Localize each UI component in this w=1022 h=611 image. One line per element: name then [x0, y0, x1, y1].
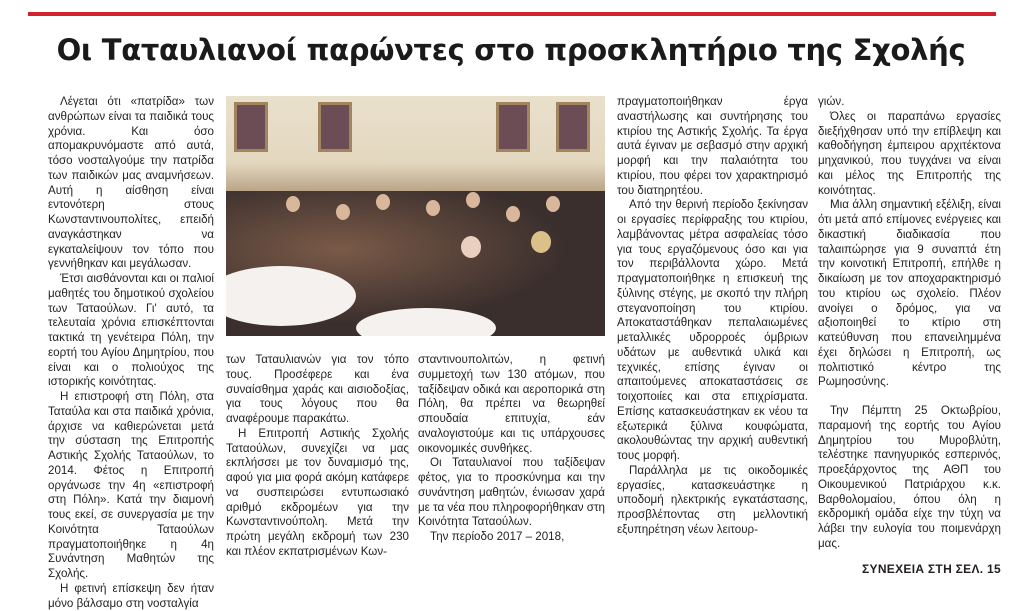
person: [546, 196, 560, 212]
article-title: Οι Ταταυλιανοί παρώντες στο προσκλητήριο της Σχολής: [56, 33, 966, 67]
window: [556, 102, 590, 152]
paragraph: γιών.: [818, 95, 845, 108]
paragraph: Όλες οι παραπάνω εργασίες διεξήχθησαν υπό την επίβλεψη και καθοδήγηση έμπειρου αρχιτέκτονα μηχανικού, που τυγχάνει να είναι και μέλος της Επιτροπής της κοινότητας.: [818, 109, 1001, 197]
window: [318, 102, 352, 152]
paragraph: Μια άλλη σημαντική εξέλιξη, είναι ότι μετά από επίμονες ενέργειες και δικαστική διαδικασία που ταλαιπώρησε για 9 συναπτά έτη την κοινοτική Επιτροπή, επήλθε η δικαίωση με τον αποχαρακτηρισμό του κτιρίου ως σχολείο. Πλέον ανοίγει ο δρόμος, για να αξιοποιηθεί το κτίριο στη κατεύθυνση που επανειλημμένα έχει δηλώσει η Επιτροπή, ως πολιτιστικό κέντρο της Ρωμηοσύνης.: [818, 198, 1001, 389]
person: [426, 200, 440, 216]
paragraph: σταντινουπολιτών, η φετινή συμμετοχή των 130 ατόμων, που ταξίδεψαν οδικά και αεροπορικά στη Πόλη, θα πρέπει να θεωρηθεί σπουδαία επιτυχία, εάν αναλογιστούμε και τις υπάρχουσες οικονομικές συνθήκες.: [418, 353, 605, 455]
paragraph: πραγματοποιήθηκαν έργα αναστήλωσης και συντήρησης του κτιρίου της Αστικής Σχολής. Τα έργα αυτά έγιναν με σεβασμό στην αρχική μορφή και την παλαιότητα του κτιρίου, που φέρει τον χαρακτηρισμό του διατηρητέου.: [617, 95, 808, 197]
paragraph: Η Επιτροπή Αστικής Σχολής Ταταούλων, συνεχίζει να μας εκπλήσσει με τον δυναμισμό της, αφού για μια φορά ακόμη κατάφερε να συσπειρώσει εντυπωσιακό αριθμό εκδρομέων για την Κωνσταντινούπολη. Μετά την πρώτη μεγάλη εκδρομή των 230 και πλέον εκπατρισμένων Κων-: [226, 426, 409, 558]
continued-on-page-link[interactable]: ΣΥΝΕΧΕΙΑ ΣΤΗ ΣΕΛ. 15: [862, 561, 1001, 576]
person: [461, 236, 481, 258]
person: [286, 196, 300, 212]
column-4: [617, 95, 808, 538]
paragraph: των Ταταυλιανών για τον τόπο τους. Προσέφερε και ένα συναίσθημα χαράς και αισιοδοξίας, για τους λόγους που θα αναφέρουμε παρακάτω.: [226, 353, 409, 425]
paragraph: Λέγεται ότι «πατρίδα» των ανθρώπων είναι τα παιδικά τους χρόνια. Και όσο απομακρυνόμαστε από αυτά, τόσο νοσταλγούμε την πατρίδα των παιδικών μας αναμνήσεων. Αυτή η αίσθηση είναι εντονότερη στους Κωνσταντινουπολίτες, επειδή αναγκάστηκαν να εγκαταλείψουν τον τόπο που γεννήθηκαν και μεγάλωσαν.: [48, 95, 214, 271]
paragraph: Η επιστροφή στη Πόλη, στα Ταταύλα και στα παιδικά χρόνια, άρχισε να καθιερώνεται μετά την σύσταση της Επιτροπής Αστικής Σχολής Ταταούλων, το 2014. Φέτος η Επιτροπή οργάνωσε την 4η «επιστροφή στη Πόλη». Κατά την διαμονή τους εκεί, σε συνεργασία με την Κοινότητα Ταταούλων πραγματοποιήθηκε η 4η Συνάντηση Μαθητών της Σχολής.: [48, 390, 214, 580]
column-2: [226, 353, 409, 560]
column-3: [418, 353, 605, 545]
person: [506, 206, 520, 222]
person: [336, 204, 350, 220]
paragraph: Έτσι αισθάνονται και οι παλιοί μαθητές του δημοτικού σχολείου των Ταταούλων. Γι' αυτό, τα τελευταία χρόνια επισκέπτονται τακτικά τη γενέτειρα Πόλη, την εορτή του Αγίου Δημητρίου, που είναι και ο πολιούχος της ιστορικής κοινότητας.: [48, 272, 214, 389]
paragraph: Οι Ταταυλιανοί που ταξίδεψαν φέτος, για το προσκύνημα και την συνάντηση μαθητών, ένιωσαν χαρά με τα νέα που πληροφορήθηκαν στη Κοινότητα Ταταούλων.: [418, 456, 605, 529]
paragraph: Από την θερινή περίοδο ξεκίνησαν οι εργασίες περίφραξης του κτιρίου, λαμβάνοντας μέτρα ασφαλείας τόσο για τους εργαζόμενους όσο και για τον περιβάλλοντα χώρο. Μετά πραγματοποιήθηκε η επισκευή της ξύλινης στέγης, με σκοπό την πλήρη στεγανοποίηση του κτιρίου. Αποκαταστάθηκαν πεπαλαιωμένες μεταλλικές υδρορροές όμβριων υδάτων με αυθεντικά υλικά και τεχνικές, επίσης έγιναν οι απαιτούμενες αποκαταστάσεις σε τοιχοποιίες και στα επιχρίσματα. Επίσης κατασκευάστηκαν εκ νέου τα εξωτερικά ξύλινα κουφώματα, ακολουθώντας την αρχική αυθεντική τους μορφή.: [617, 198, 808, 462]
person: [531, 231, 551, 253]
spacer: [818, 390, 1001, 404]
header-rule: [28, 12, 996, 16]
person: [466, 192, 480, 208]
column-5: [818, 95, 1001, 576]
paragraph: Την περίοδο 2017 – 2018,: [430, 530, 565, 543]
event-photo: [226, 96, 605, 336]
paragraph: Παράλληλα με τις οικοδομικές εργασίες, κατασκευάστηκε η υποδομή ηλεκτρικής εγκατάστασης, προσβλέποντας στη μελλοντική εξυπηρέτηση νέων λειτουρ-: [617, 463, 808, 536]
window: [496, 102, 530, 152]
person: [376, 194, 390, 210]
column-1: [48, 95, 214, 611]
window: [234, 102, 268, 152]
paragraph: Την Πέμπτη 25 Οκτωβρίου, παραμονή της εορτής του Αγίου Δημητρίου του Μυροβλύτη, τελέστηκε πανηγυρικός εσπερινός, προεξάρχοντος της ΑΘΠ του Οικουμενικού Πατριάρχου κ.κ. Βαρθολομαίου, όπου όλη η εκδρομική ομάδα είχε την τύχη να λάβει την ευλογία του ποιμενάρχη μας.: [818, 404, 1001, 550]
paragraph: Η φετινή επίσκεψη δεν ήταν μόνο βάλσαμο στη νοσταλγία: [48, 581, 214, 610]
